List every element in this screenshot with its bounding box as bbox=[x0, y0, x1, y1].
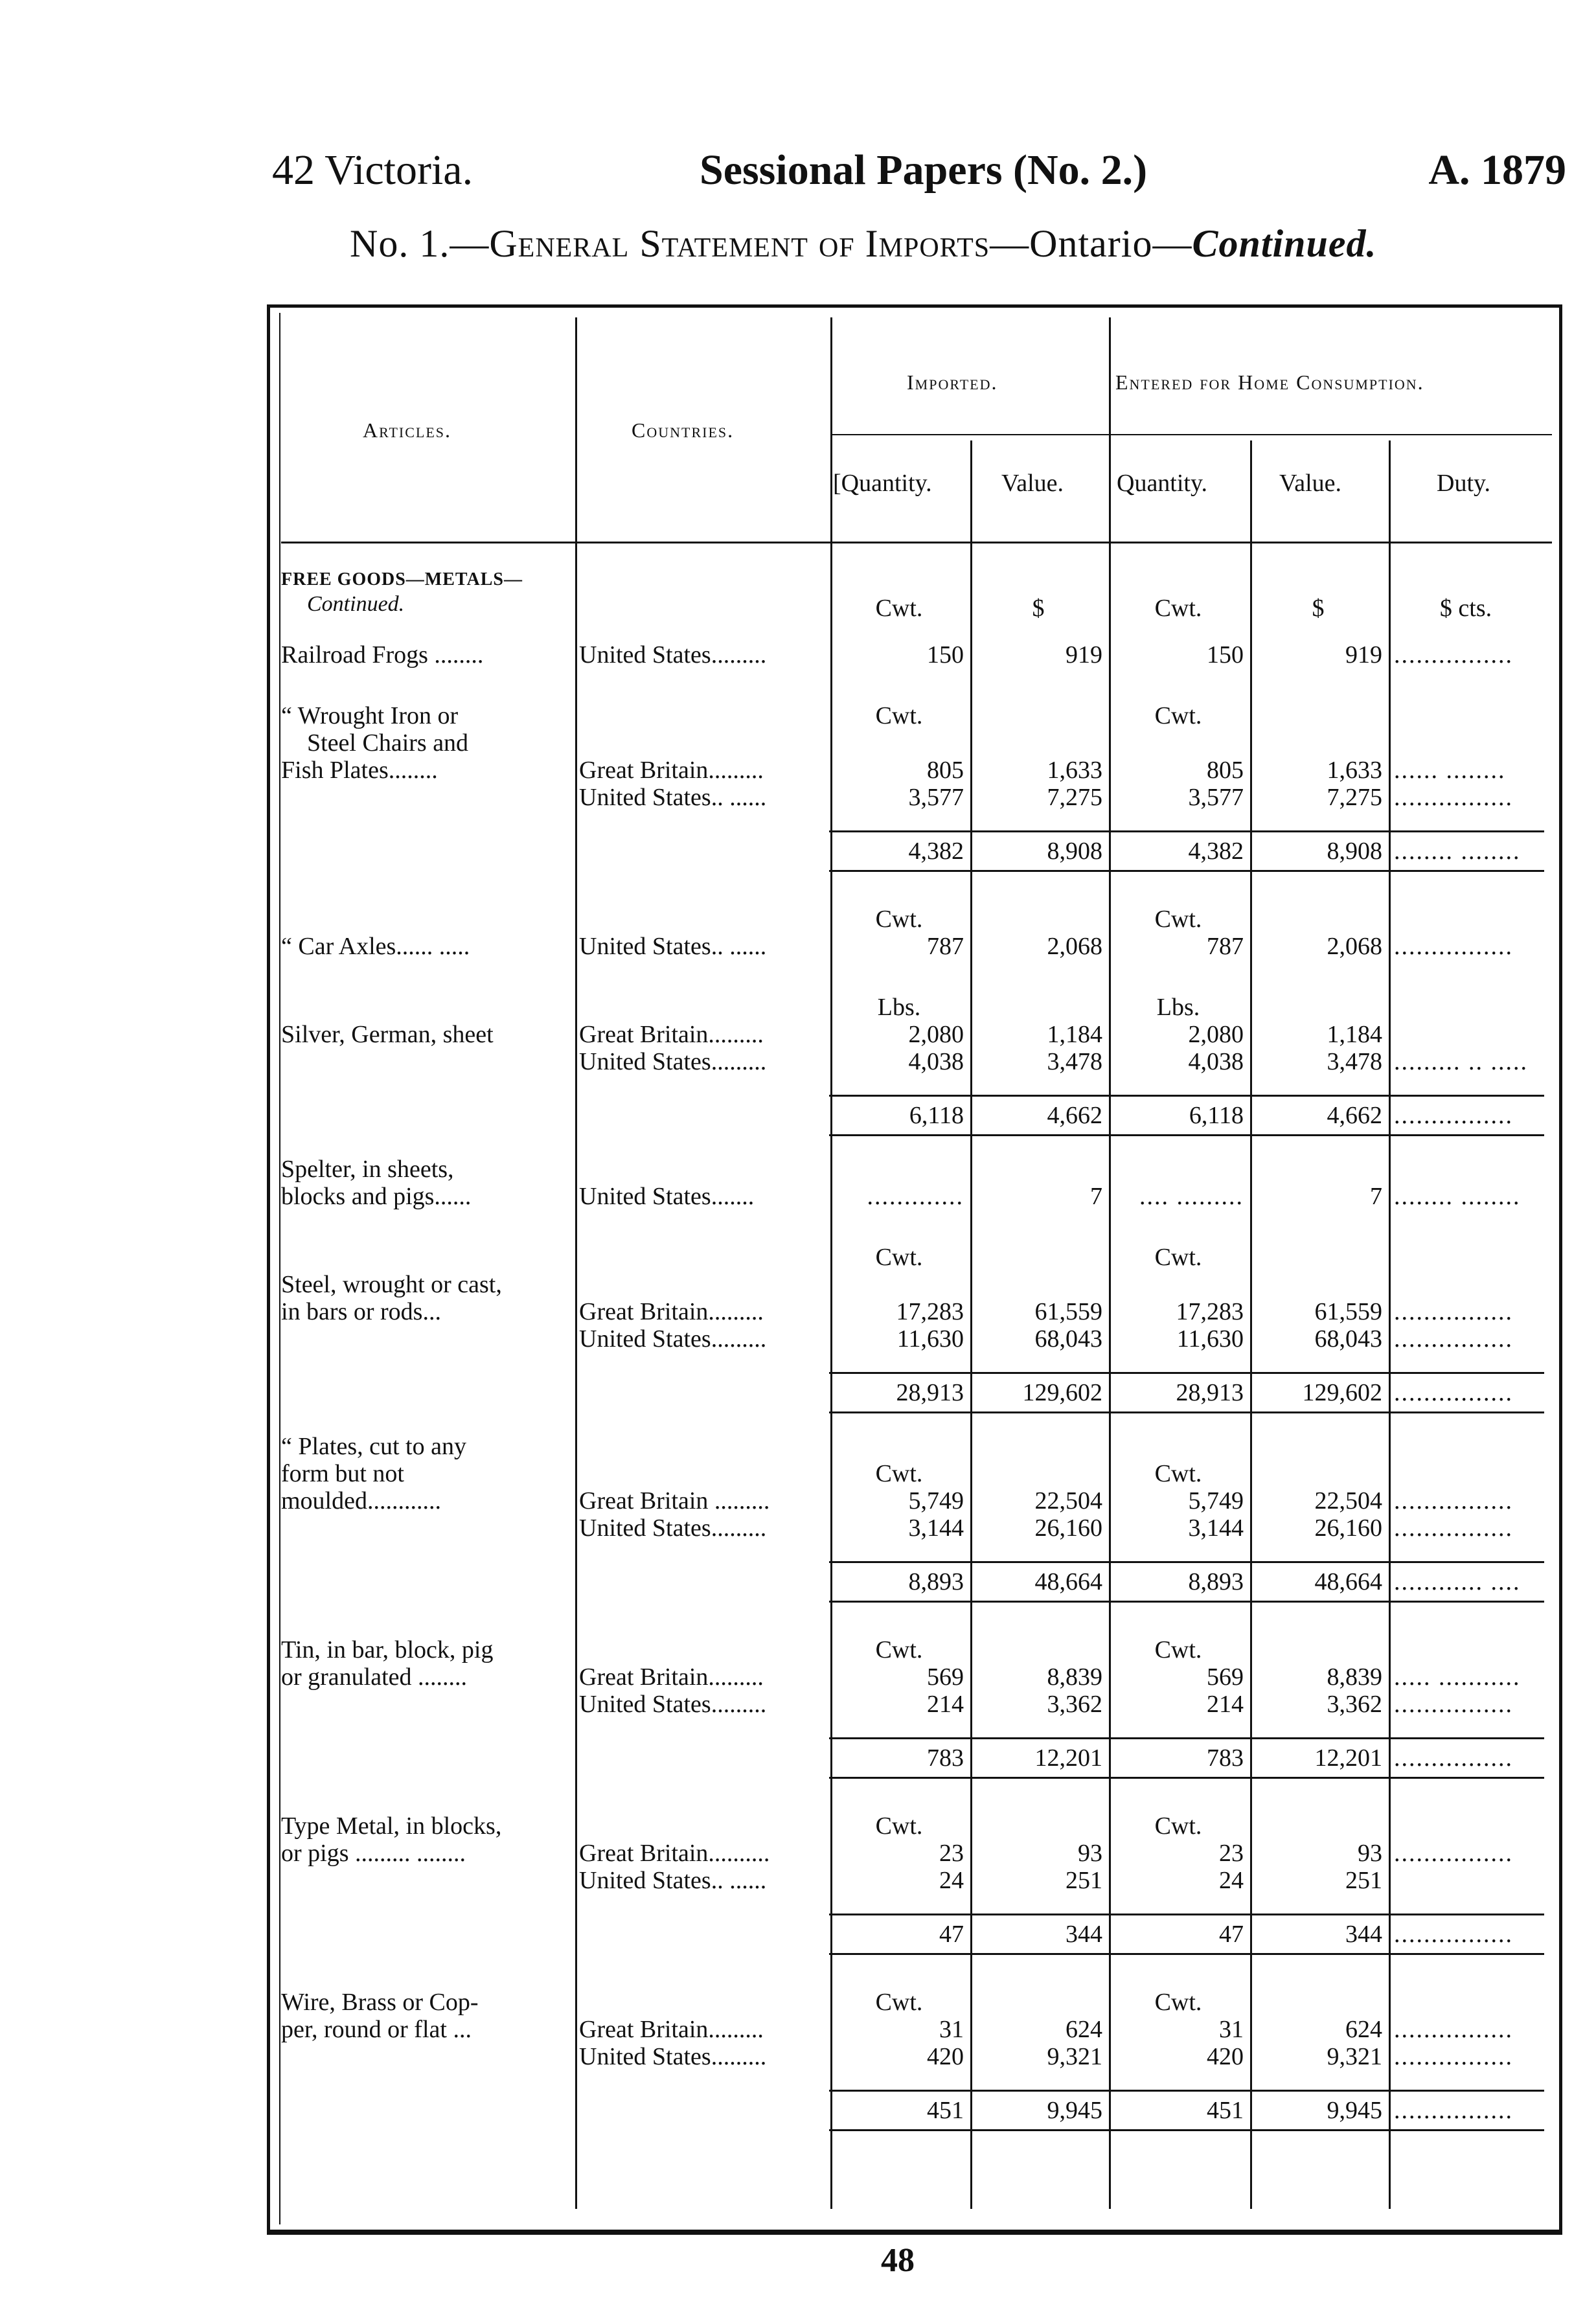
value-imported: 7,275 bbox=[1047, 784, 1102, 811]
article-name: “ Car Axles...... ..... bbox=[281, 933, 470, 960]
unit-quantity-ent: Cwt. bbox=[1154, 595, 1202, 622]
total-duty: ................ bbox=[1387, 1096, 1544, 1136]
unit-value-imp: $ bbox=[1032, 595, 1045, 622]
article-name: Spelter, in sheets, bbox=[281, 1156, 454, 1183]
quantity-imported: 24 bbox=[939, 1867, 964, 1894]
quantity-entered: 787 bbox=[1207, 933, 1244, 960]
table-row bbox=[281, 1244, 1544, 1271]
unit-duty: $ cts. bbox=[1439, 595, 1492, 622]
unit-label: Cwt. bbox=[1154, 1989, 1202, 2016]
group-title: FREE GOODS—METALS— bbox=[281, 569, 523, 589]
table-row bbox=[281, 757, 1544, 784]
value-entered: 61,559 bbox=[1314, 1298, 1382, 1325]
table-row bbox=[281, 1812, 1544, 1840]
value-imported: 61,559 bbox=[1034, 1298, 1102, 1325]
total-value-entered: 12,201 bbox=[1249, 1739, 1387, 1778]
article-name: Steel, wrought or cast, bbox=[281, 1271, 502, 1298]
country-name: United States......... bbox=[579, 1048, 767, 1075]
quantity-entered: 5,749 bbox=[1188, 1487, 1244, 1514]
duty-value: ................ bbox=[1394, 1487, 1513, 1514]
table-row bbox=[281, 1183, 1544, 1210]
table-row bbox=[281, 1021, 1544, 1048]
subheader-rule bbox=[832, 434, 1552, 435]
value-imported: 8,839 bbox=[1047, 1663, 1102, 1691]
total-quantity-entered: 28,913 bbox=[1108, 1373, 1249, 1413]
total-quantity-imported: 6,118 bbox=[829, 1096, 969, 1136]
value-imported: 7 bbox=[1090, 1183, 1102, 1210]
value-entered: 3,478 bbox=[1327, 1048, 1382, 1075]
unit-label: Lbs. bbox=[877, 994, 921, 1021]
quantity-entered: 23 bbox=[1219, 1840, 1244, 1867]
quantity-imported: 214 bbox=[927, 1691, 964, 1718]
value-entered: 624 bbox=[1345, 2016, 1382, 2043]
quantity-imported: 3,144 bbox=[908, 1514, 964, 1542]
country-name: Great Britain......... bbox=[579, 2016, 764, 2043]
total-duty: ................ bbox=[1387, 1739, 1544, 1778]
quantity-entered: 3,144 bbox=[1188, 1514, 1244, 1542]
table-row bbox=[281, 2043, 1544, 2070]
total-quantity-imported: 8,893 bbox=[829, 1562, 969, 1602]
unit-label: Cwt. bbox=[875, 1460, 923, 1487]
country-name: United States......... bbox=[579, 2043, 767, 2070]
total-row bbox=[281, 1096, 1544, 1136]
unit-label: Cwt. bbox=[1154, 702, 1202, 729]
total-quantity-entered: 6,118 bbox=[1108, 1096, 1249, 1136]
total-row bbox=[281, 2091, 1544, 2131]
imports-table bbox=[281, 569, 1544, 2131]
table-row bbox=[281, 933, 1544, 960]
table-row bbox=[281, 906, 1544, 933]
quantity-imported: ............. bbox=[867, 1183, 964, 1210]
total-value-entered: 48,664 bbox=[1249, 1562, 1387, 1602]
country-name: Great Britain......... bbox=[579, 1021, 764, 1048]
country-name: Great Britain......... bbox=[579, 1298, 764, 1325]
duty-value bbox=[1387, 1021, 1544, 1048]
duty-value: ................ bbox=[1394, 1691, 1513, 1718]
total-duty: ........ ........ bbox=[1387, 832, 1544, 871]
value-imported: 3,362 bbox=[1047, 1691, 1102, 1718]
page-number: 48 bbox=[881, 2242, 915, 2279]
quantity-imported: 11,630 bbox=[896, 1325, 964, 1353]
quantity-imported: 5,749 bbox=[908, 1487, 964, 1514]
country-name: United States....... bbox=[579, 1183, 755, 1210]
unit-label: Cwt. bbox=[1154, 1812, 1202, 1840]
article-name: Tin, in bar, block, pig bbox=[281, 1636, 494, 1663]
article-name-line: Fish Plates........ bbox=[281, 757, 438, 784]
duty-value: ................ bbox=[1394, 1298, 1513, 1325]
table-region: —Ontario— bbox=[990, 222, 1192, 265]
duty-value: ................ bbox=[1394, 1325, 1513, 1353]
article-name-line: blocks and pigs...... bbox=[281, 1183, 472, 1210]
quantity-entered: 214 bbox=[1207, 1691, 1244, 1718]
duty-value: ................ bbox=[1394, 2016, 1513, 2043]
total-row bbox=[281, 1739, 1544, 1778]
article-name-line: or granulated ........ bbox=[281, 1663, 468, 1691]
total-quantity-entered: 451 bbox=[1108, 2091, 1249, 2131]
total-value-imported: 8,908 bbox=[969, 832, 1108, 871]
unit-label: Cwt. bbox=[1154, 1460, 1202, 1487]
value-imported: 251 bbox=[1066, 1867, 1102, 1894]
table-row bbox=[281, 1867, 1544, 1894]
country-name: United States......... bbox=[579, 641, 767, 668]
quantity-entered: 24 bbox=[1219, 1867, 1244, 1894]
quantity-entered: 31 bbox=[1219, 2016, 1244, 2043]
table-row bbox=[281, 1663, 1544, 1691]
value-imported: 1,184 bbox=[1047, 1021, 1102, 1048]
total-duty: ................ bbox=[1387, 1915, 1544, 1954]
country-name: United States......... bbox=[579, 1325, 767, 1353]
table-row bbox=[281, 1989, 1544, 2016]
table-row bbox=[281, 641, 1544, 668]
unit-label: Cwt. bbox=[875, 1636, 923, 1663]
value-imported: 624 bbox=[1066, 2016, 1102, 2043]
quantity-entered: 17,283 bbox=[1176, 1298, 1244, 1325]
quantity-imported: 3,577 bbox=[908, 784, 964, 811]
quantity-entered: 805 bbox=[1207, 757, 1244, 784]
table-title bbox=[350, 222, 1377, 266]
country-name: Great Britain......... bbox=[579, 1663, 764, 1691]
quantity-imported: 17,283 bbox=[896, 1298, 964, 1325]
total-quantity-imported: 451 bbox=[829, 2091, 969, 2131]
value-entered: 2,068 bbox=[1327, 933, 1382, 960]
running-header bbox=[272, 146, 1566, 198]
quantity-imported: 23 bbox=[939, 1840, 964, 1867]
table-row bbox=[281, 1460, 1544, 1487]
quantity-entered: 11,630 bbox=[1176, 1325, 1244, 1353]
unit-label: Cwt. bbox=[875, 702, 923, 729]
value-imported: 68,043 bbox=[1034, 1325, 1102, 1353]
quantity-entered: 150 bbox=[1207, 641, 1244, 668]
country-name: Great Britain.......... bbox=[579, 1840, 770, 1867]
entered-header: Entered for Home Consumption. bbox=[1115, 371, 1424, 394]
duty-value: ................ bbox=[1394, 2043, 1513, 2070]
unit-quantity-imp: Cwt. bbox=[875, 595, 923, 622]
duty-value: ................ bbox=[1394, 1514, 1513, 1542]
value-entered: 26,160 bbox=[1314, 1514, 1382, 1542]
total-quantity-imported: 4,382 bbox=[829, 832, 969, 871]
duty-value: ................ bbox=[1394, 933, 1513, 960]
duty-value: ........ ........ bbox=[1394, 1183, 1521, 1210]
value-entered: 22,504 bbox=[1314, 1487, 1382, 1514]
country-name: Great Britain......... bbox=[579, 757, 764, 784]
total-quantity-imported: 783 bbox=[829, 1739, 969, 1778]
table-row bbox=[281, 2016, 1544, 2043]
value-entered: 3,362 bbox=[1327, 1691, 1382, 1718]
value-entered: 68,043 bbox=[1314, 1325, 1382, 1353]
value-entered: 919 bbox=[1345, 641, 1382, 668]
value-entered: 93 bbox=[1358, 1840, 1382, 1867]
article-name: Wire, Brass or Cop- bbox=[281, 1989, 479, 2016]
total-value-imported: 4,662 bbox=[969, 1096, 1108, 1136]
session-label: 42 Victoria. bbox=[272, 146, 473, 194]
table-row bbox=[281, 1298, 1544, 1325]
total-value-entered: 9,945 bbox=[1249, 2091, 1387, 2131]
total-duty: ................ bbox=[1387, 1373, 1544, 1413]
value-entered: 9,321 bbox=[1327, 2043, 1382, 2070]
article-name: Type Metal, in blocks, bbox=[281, 1812, 502, 1840]
article-name-line: per, round or flat ... bbox=[281, 2016, 472, 2043]
quantity-entered: 2,080 bbox=[1188, 1021, 1244, 1048]
articles-header: Articles. bbox=[363, 418, 452, 442]
unit-label: Cwt. bbox=[875, 906, 923, 933]
article-name-line: Steel Chairs and bbox=[307, 729, 469, 757]
duty-value: ...... ........ bbox=[1394, 757, 1506, 784]
duty-header: Duty. bbox=[1437, 470, 1491, 497]
value-entered: 7,275 bbox=[1327, 784, 1382, 811]
quantity-entered: 3,577 bbox=[1188, 784, 1244, 811]
quantity-imported: 805 bbox=[927, 757, 964, 784]
article-name-line: in bars or rods... bbox=[281, 1298, 441, 1325]
total-value-imported: 12,201 bbox=[969, 1739, 1108, 1778]
duty-value: ................ bbox=[1394, 784, 1513, 811]
article-name-line: or pigs ......... ........ bbox=[281, 1840, 466, 1867]
group-continued: Continued. bbox=[307, 592, 405, 616]
value-entered: 8,839 bbox=[1327, 1663, 1382, 1691]
country-name: Great Britain ......... bbox=[579, 1487, 770, 1514]
continued-label: Continued. bbox=[1192, 222, 1377, 265]
value-imported: 93 bbox=[1078, 1840, 1102, 1867]
countries-header: Countries. bbox=[632, 418, 735, 442]
imported-header: Imported. bbox=[907, 371, 998, 394]
duty-value: ................ bbox=[1394, 641, 1513, 668]
quantity-entered: 420 bbox=[1207, 2043, 1244, 2070]
table-row bbox=[281, 1636, 1544, 1663]
quantity-imported: 4,038 bbox=[908, 1048, 964, 1075]
value-entered: 1,633 bbox=[1327, 757, 1382, 784]
article-name: Railroad Frogs ........ bbox=[281, 641, 484, 668]
quantity-entered: 569 bbox=[1207, 1663, 1244, 1691]
article-name: “ Plates, cut to any bbox=[281, 1433, 466, 1460]
country-name: United States......... bbox=[579, 1514, 767, 1542]
table-row bbox=[281, 1156, 1544, 1183]
duty-value: ................ bbox=[1394, 1840, 1513, 1867]
total-row bbox=[281, 832, 1544, 871]
quantity-imported: 150 bbox=[927, 641, 964, 668]
article-name-line: form but not bbox=[281, 1460, 404, 1487]
total-row bbox=[281, 1915, 1544, 1954]
country-name: United States.. ...... bbox=[579, 933, 767, 960]
unit-value-ent: $ bbox=[1312, 595, 1325, 622]
unit-label: Cwt. bbox=[875, 1989, 923, 2016]
quantity-entered: .... ......... bbox=[1139, 1183, 1244, 1210]
group-heading-row bbox=[281, 569, 1544, 622]
total-value-entered: 129,602 bbox=[1249, 1373, 1387, 1413]
total-quantity-entered: 47 bbox=[1108, 1915, 1249, 1954]
header-bottom-rule bbox=[281, 542, 1552, 543]
total-value-imported: 344 bbox=[969, 1915, 1108, 1954]
unit-label: Lbs. bbox=[1156, 994, 1200, 1021]
value-imported: 9,321 bbox=[1047, 2043, 1102, 2070]
duty-value: ..... ........... bbox=[1394, 1663, 1521, 1691]
table-row bbox=[281, 1433, 1544, 1460]
total-duty: ............ .... bbox=[1387, 1562, 1544, 1602]
quantity-imported: 2,080 bbox=[908, 1021, 964, 1048]
article-name: Silver, German, sheet bbox=[281, 1021, 494, 1048]
total-value-entered: 8,908 bbox=[1249, 832, 1387, 871]
value-entered-header: Value. bbox=[1279, 470, 1342, 497]
unit-label: Cwt. bbox=[1154, 1244, 1202, 1271]
value-entered: 251 bbox=[1345, 1867, 1382, 1894]
total-value-entered: 344 bbox=[1249, 1915, 1387, 1954]
quantity-imported: 787 bbox=[927, 933, 964, 960]
total-quantity-entered: 783 bbox=[1108, 1739, 1249, 1778]
value-imported: 1,633 bbox=[1047, 757, 1102, 784]
country-name: United States......... bbox=[579, 1691, 767, 1718]
country-name: United States.. ...... bbox=[579, 784, 767, 811]
table-row bbox=[281, 1691, 1544, 1718]
total-quantity-entered: 8,893 bbox=[1108, 1562, 1249, 1602]
unit-label: Cwt. bbox=[1154, 906, 1202, 933]
quantity-imported: 420 bbox=[927, 2043, 964, 2070]
quantity-imported: 569 bbox=[927, 1663, 964, 1691]
table-name: General Statement of Imports bbox=[489, 222, 990, 265]
duty-value bbox=[1387, 1867, 1544, 1894]
total-value-imported: 48,664 bbox=[969, 1562, 1108, 1602]
value-imported: 22,504 bbox=[1034, 1487, 1102, 1514]
table-row bbox=[281, 1487, 1544, 1514]
table-row bbox=[281, 784, 1544, 811]
table-number: No. 1.— bbox=[350, 222, 490, 265]
value-entered: 7 bbox=[1370, 1183, 1382, 1210]
value-imported-header: Value. bbox=[1001, 470, 1064, 497]
table-row bbox=[281, 1514, 1544, 1542]
value-entered: 1,184 bbox=[1327, 1021, 1382, 1048]
article-name-line: moulded............ bbox=[281, 1487, 441, 1514]
duty-value: ......... .. ..... bbox=[1394, 1048, 1528, 1075]
table-row bbox=[281, 1271, 1544, 1298]
value-imported: 2,068 bbox=[1047, 933, 1102, 960]
total-value-imported: 129,602 bbox=[969, 1373, 1108, 1413]
article-name: “ Wrought Iron or bbox=[281, 702, 459, 729]
country-name: United States.. ...... bbox=[579, 1867, 767, 1894]
quantity-imported: 31 bbox=[939, 2016, 964, 2043]
table-row bbox=[281, 1325, 1544, 1353]
total-quantity-imported: 47 bbox=[829, 1915, 969, 1954]
total-duty: ................ bbox=[1387, 2091, 1544, 2131]
table-row bbox=[281, 1048, 1544, 1075]
publication-title: Sessional Papers (No. 2.) bbox=[700, 146, 1148, 194]
quantity-imported-header: [Quantity. bbox=[833, 470, 932, 497]
unit-label: Cwt. bbox=[875, 1244, 923, 1271]
quantity-entered-header: Quantity. bbox=[1117, 470, 1208, 497]
year-label: A. 1879 bbox=[1428, 146, 1566, 194]
total-value-entered: 4,662 bbox=[1249, 1096, 1387, 1136]
unit-label: Cwt. bbox=[875, 1812, 923, 1840]
table-row bbox=[281, 1840, 1544, 1867]
value-imported: 26,160 bbox=[1034, 1514, 1102, 1542]
table-row bbox=[281, 702, 1544, 757]
value-imported: 3,478 bbox=[1047, 1048, 1102, 1075]
total-quantity-imported: 28,913 bbox=[829, 1373, 969, 1413]
unit-label: Cwt. bbox=[1154, 1636, 1202, 1663]
total-quantity-entered: 4,382 bbox=[1108, 832, 1249, 871]
table-row bbox=[281, 994, 1544, 1021]
value-imported: 919 bbox=[1066, 641, 1102, 668]
total-row bbox=[281, 1562, 1544, 1602]
total-row bbox=[281, 1373, 1544, 1413]
total-value-imported: 9,945 bbox=[969, 2091, 1108, 2131]
quantity-entered: 4,038 bbox=[1188, 1048, 1244, 1075]
